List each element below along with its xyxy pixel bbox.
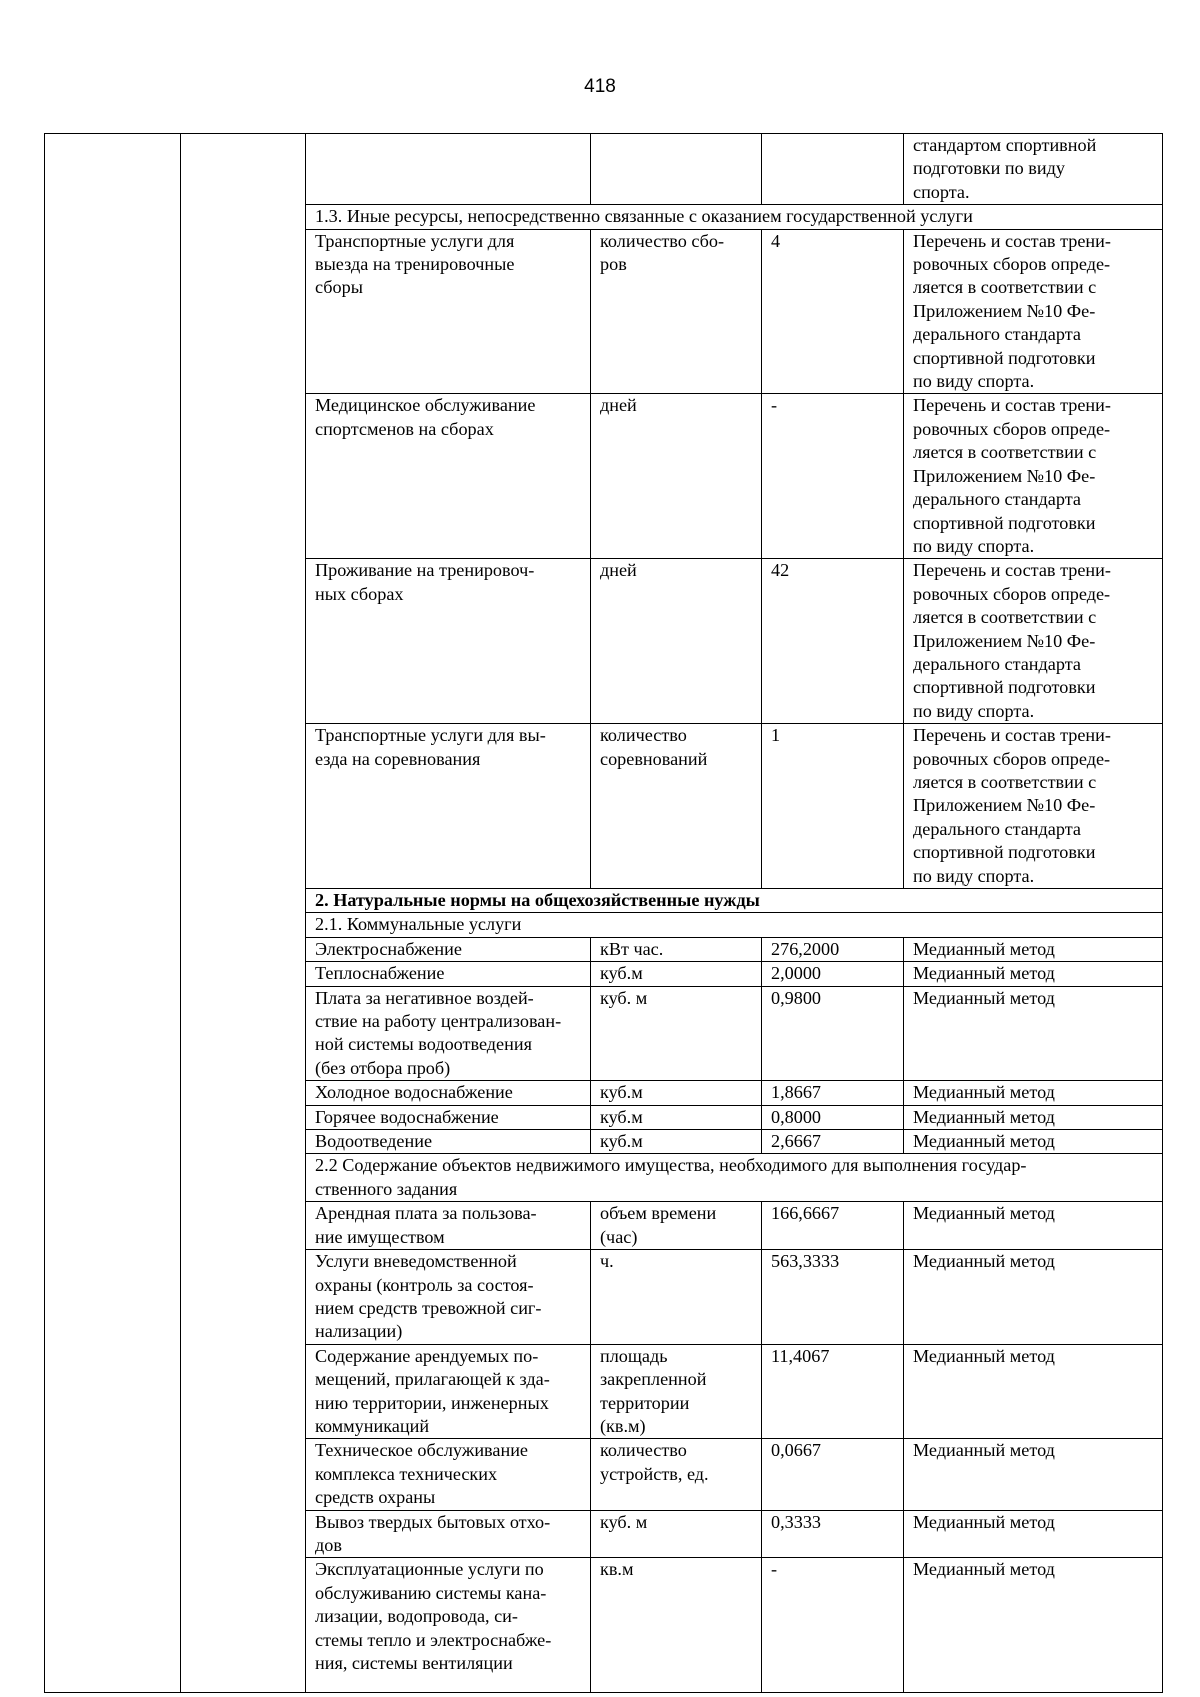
cell-unit: кВт час. — [591, 937, 762, 961]
cell-name: Холодное водоснабжение — [306, 1081, 591, 1105]
cell-value: 0,3333 — [762, 1510, 904, 1558]
cell-note: Медианный метод — [904, 1510, 1163, 1558]
cell-name: Проживание на тренировоч- ных сборах — [306, 559, 591, 724]
cell-value: 11,4067 — [762, 1344, 904, 1439]
cell-value: - — [762, 1558, 904, 1693]
cell-note: Перечень и состав трени- ровочных сборов опреде- ляется в соответствии с Приложением №10 Фе- дерального стандарта спортивной подготовки по виду спорта. — [904, 559, 1163, 724]
cell-unit: количество устройств, ед. — [591, 1439, 762, 1510]
cell-value — [762, 134, 904, 205]
cell-unit — [591, 134, 762, 205]
empty-column-1 — [45, 134, 181, 1693]
cell-name — [306, 134, 591, 205]
cell-unit: кв.м — [591, 1558, 762, 1693]
cell-unit: ч. — [591, 1250, 762, 1345]
cell-unit: объем времени (час) — [591, 1202, 762, 1250]
cell-note: Медианный метод — [904, 962, 1163, 986]
cell-unit: дней — [591, 559, 762, 724]
cell-name: Содержание арендуемых по- мещений, прилагающей к зда- нию территории, инженерных коммуникаций — [306, 1344, 591, 1439]
cell-note: Перечень и состав трени- ровочных сборов опреде- ляется в соответствии с Приложением №10 Фе- дерального стандарта спортивной подготовки по виду спорта. — [904, 394, 1163, 559]
section-title-2: 2. Натуральные нормы на общехозяйственные нужды — [306, 889, 1163, 913]
cell-value: 276,2000 — [762, 937, 904, 961]
cell-unit: площадь закрепленной территории (кв.м) — [591, 1344, 762, 1439]
cell-value: 0,8000 — [762, 1105, 904, 1129]
cell-value: 166,6667 — [762, 1202, 904, 1250]
cell-unit: куб.м — [591, 1081, 762, 1105]
cell-value: 1,8667 — [762, 1081, 904, 1105]
cell-note: Медианный метод — [904, 1439, 1163, 1510]
cell-name: Транспортные услуги для выезда на тренировочные сборы — [306, 229, 591, 394]
section-title-1-3: 1.3. Иные ресурсы, непосредственно связанные с оказанием государственной услуги — [306, 205, 1163, 229]
cell-value: 42 — [762, 559, 904, 724]
cell-value: 4 — [762, 229, 904, 394]
cell-note: Медианный метод — [904, 1105, 1163, 1129]
page-number: 418 — [584, 76, 616, 97]
cell-name: Услуги вневедомственной охраны (контроль за состоя- нием средств тревожной сиг- нализации) — [306, 1250, 591, 1345]
cell-name: Арендная плата за пользова- ние имуществом — [306, 1202, 591, 1250]
cell-unit: куб.м — [591, 1105, 762, 1129]
cell-note: Перечень и состав трени- ровочных сборов опреде- ляется в соответствии с Приложением №10 Фе- дерального стандарта спортивной подготовки по виду спорта. — [904, 724, 1163, 889]
cell-value: 563,3333 — [762, 1250, 904, 1345]
section-title-2-2: 2.2 Содержание объектов недвижимого имущества, необходимого для выполнения государ- ственного задания — [306, 1154, 1163, 1202]
cell-value: - — [762, 394, 904, 559]
cell-unit: количество соревнований — [591, 724, 762, 889]
cell-name: Медицинское обслуживание спортсменов на сборах — [306, 394, 591, 559]
cell-value: 0,0667 — [762, 1439, 904, 1510]
cell-note: Медианный метод — [904, 1202, 1163, 1250]
table-row — [45, 134, 1163, 205]
cell-unit: куб.м — [591, 1130, 762, 1154]
section-title-2-1: 2.1. Коммунальные услуги — [306, 913, 1163, 937]
cell-unit: куб. м — [591, 986, 762, 1081]
cell-note: Медианный метод — [904, 1344, 1163, 1439]
cell-name: Электроснабжение — [306, 937, 591, 961]
cell-note: Медианный метод — [904, 986, 1163, 1081]
cell-value: 2,6667 — [762, 1130, 904, 1154]
cell-name: Теплоснабжение — [306, 962, 591, 986]
cell-name: Водоотведение — [306, 1130, 591, 1154]
cell-value: 0,9800 — [762, 986, 904, 1081]
cell-value: 2,0000 — [762, 962, 904, 986]
cell-name: Техническое обслуживание комплекса технических средств охраны — [306, 1439, 591, 1510]
cell-name: Вывоз твердых бытовых отхо- дов — [306, 1510, 591, 1558]
cell-value: 1 — [762, 724, 904, 889]
cell-note: Перечень и состав трени- ровочных сборов опреде- ляется в соответствии с Приложением №10 Фе- дерального стандарта спортивной подготовки по виду спорта. — [904, 229, 1163, 394]
cell-note: Медианный метод — [904, 1558, 1163, 1693]
cell-note: Медианный метод — [904, 1250, 1163, 1345]
cell-note: Медианный метод — [904, 1081, 1163, 1105]
cell-name: Плата за негативное воздей- ствие на работу централизован- ной системы водоотведения (без отбора проб) — [306, 986, 591, 1081]
cell-note: Медианный метод — [904, 937, 1163, 961]
cell-name: Горячее водоснабжение — [306, 1105, 591, 1129]
cell-unit: дней — [591, 394, 762, 559]
cell-unit: куб. м — [591, 1510, 762, 1558]
cell-note: Медианный метод — [904, 1130, 1163, 1154]
cell-note: стандартом спортивной подготовки по виду спорта. — [904, 134, 1163, 205]
cell-unit: куб.м — [591, 962, 762, 986]
cell-unit: количество сбо- ров — [591, 229, 762, 394]
cell-name: Транспортные услуги для вы- езда на соревнования — [306, 724, 591, 889]
empty-column-2 — [181, 134, 306, 1693]
cell-name: Эксплуатационные услуги по обслуживанию системы кана- лизации, водопровода, си- стемы тепло и электроснабже- ния, системы вентиляции — [306, 1558, 591, 1693]
norms-table — [44, 133, 1163, 1693]
